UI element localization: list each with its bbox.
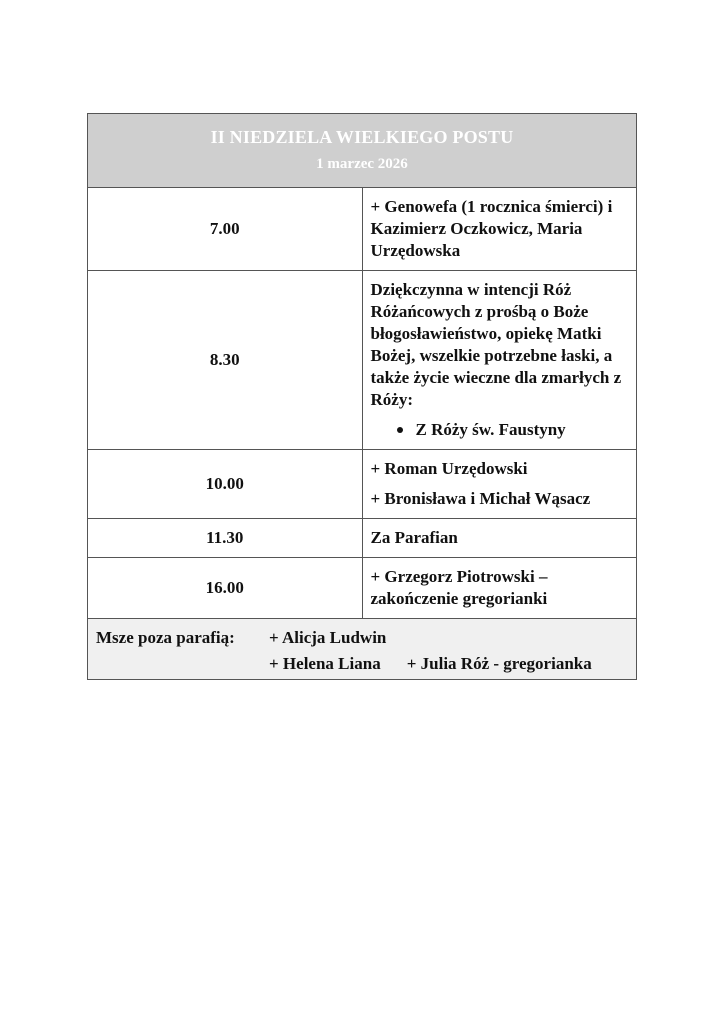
mass-intention: + Genowefa (1 rocznica śmierci) i Kazimierz Oczkowicz, Maria Urzędowska: [370, 197, 613, 260]
date-subtitle: 1 marzec 2026: [316, 155, 408, 172]
mass-time: 11.30: [88, 519, 363, 558]
bullet-icon: [397, 427, 403, 433]
mass-row-3: [88, 450, 637, 519]
page-title: II NIEDZIELA WIELKIEGO POSTU: [210, 126, 514, 147]
bullet-item: [371, 419, 629, 441]
outside-mass-entry: + Helena Liana: [269, 654, 381, 673]
mass-intention-cell: [362, 558, 637, 619]
mass-row-1: [88, 188, 637, 271]
mass-intention-cell: [362, 450, 637, 519]
mass-intention-cell: [362, 271, 637, 450]
mass-intention: + Grzegorz Piotrowski – zakończenie gregorianki: [370, 567, 548, 608]
outside-masses-line-1: [96, 625, 628, 651]
mass-time: 7.00: [88, 188, 363, 271]
mass-row-2: [88, 271, 637, 450]
outside-masses-label: Msze poza parafią:: [96, 628, 235, 647]
mass-intention: + Roman Urzędowski: [370, 459, 528, 478]
mass-intention-cell: [362, 188, 637, 271]
mass-time: 16.00: [88, 558, 363, 619]
header-cell: [88, 114, 637, 188]
mass-intention: + Bronisława i Michał Wąsacz: [370, 489, 591, 508]
bullet-text: Z Róży św. Faustyny: [415, 420, 566, 439]
mass-schedule-table: [87, 113, 637, 680]
mass-intention-cell: [362, 519, 637, 558]
outside-masses-line-2: [96, 651, 628, 677]
outside-masses-row: [88, 619, 637, 680]
outside-mass-entry: + Alicja Ludwin: [269, 628, 387, 647]
mass-intention: Za Parafian: [370, 528, 458, 547]
mass-intention: Dziękczynna w intencji Róż Różańcowych z prośbą o Boże błogosławieństwo, opiekę Matki Bożej, wszelkie potrzebne łaski, a także życie wieczne dla zmarłych z Róży:: [370, 280, 622, 409]
outside-mass-entry: + Julia Róż - gregorianka: [406, 654, 592, 673]
header-row: [88, 114, 637, 188]
outside-masses-cell: [88, 619, 637, 680]
mass-time: 8.30: [88, 271, 363, 450]
mass-time: 10.00: [88, 450, 363, 519]
mass-row-5: [88, 558, 637, 619]
mass-row-4: [88, 519, 637, 558]
